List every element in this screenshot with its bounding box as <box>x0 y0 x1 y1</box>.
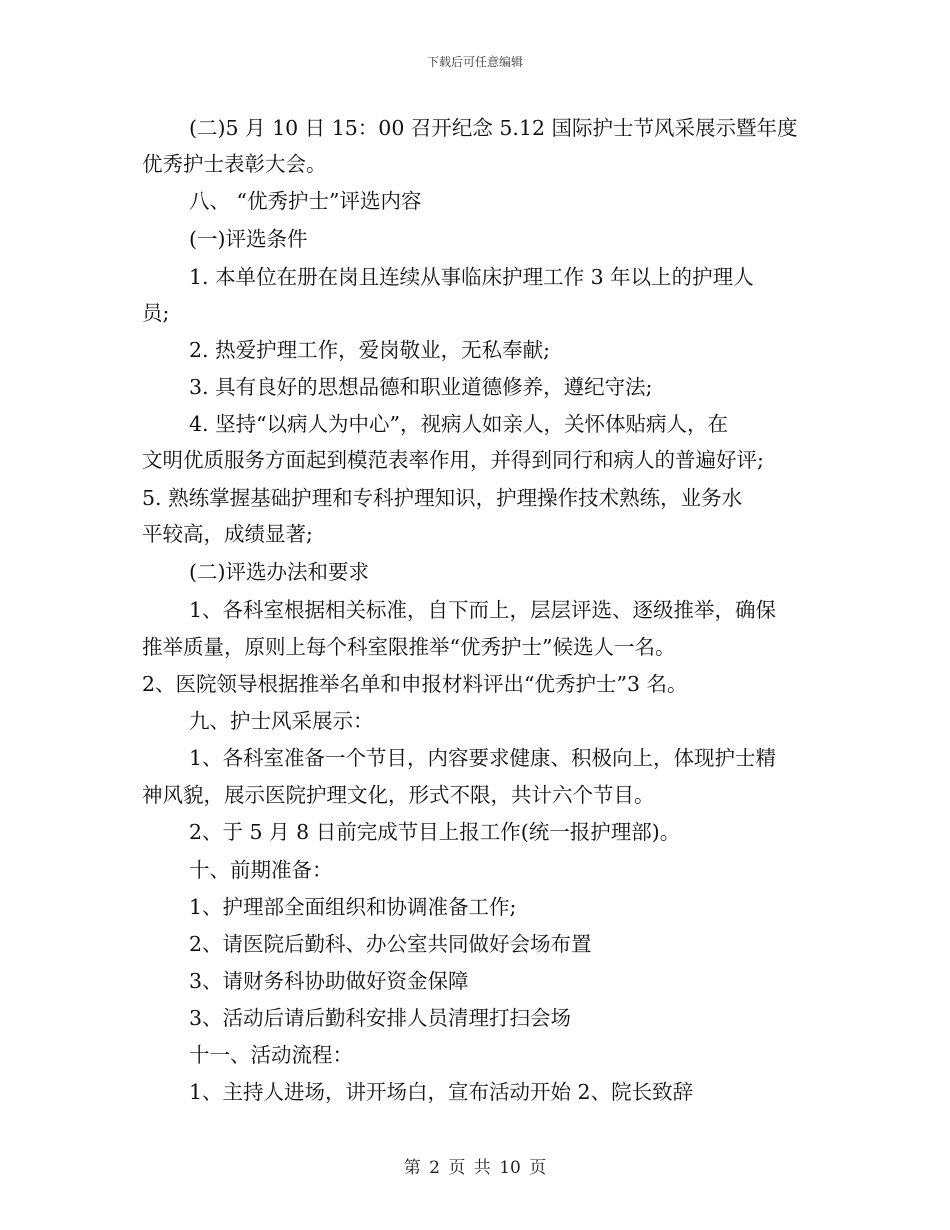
list-item: 1、各科室准备一个节目，内容要求健康、积极向上，体现护士精 <box>189 746 777 770</box>
list-item: 1、护理部全面组织和协调准备工作; <box>189 895 517 919</box>
list-item-continued: 文明优质服务方面起到模范表率作用，并得到同行和病人的普遍好评; <box>142 448 764 472</box>
section-heading: 八、 “优秀护士”评选内容 <box>189 189 422 213</box>
section-heading: 十一、活动流程： <box>189 1043 353 1067</box>
body-line: 优秀护士表彰大会。 <box>142 152 327 176</box>
list-item-continued: 员; <box>142 301 170 325</box>
section-heading: 九、护士风采展示： <box>189 709 374 733</box>
list-item: 3、请财务科协助做好资金保障 <box>189 969 469 993</box>
list-item: 2、医院领导根据推举名单和申报材料评出“优秀护士”3 名。 <box>142 672 688 696</box>
list-item: 1、主持人进场，讲开场白，宣布活动开始 2、院长致辞 <box>189 1080 694 1104</box>
list-item: 1. 本单位在册在岗且连续从事临床护理工作 3 年以上的护理人 <box>189 265 754 289</box>
list-item: 1、各科室根据相关标准，自下而上，层层评选、逐级推举，确保 <box>189 598 777 622</box>
page-number-footer: 第 2 页 共 10 页 <box>403 1158 547 1178</box>
list-item-continued: 推举质量，原则上每个科室限推举“优秀护士”候选人一名。 <box>142 635 676 659</box>
subsection-heading: (一)评选条件 <box>189 227 308 251</box>
list-item: 4. 坚持“以病人为中心”，视病人如亲人，关怀体贴病人，在 <box>189 412 729 436</box>
list-item: 2、于 5 月 8 日前完成节目上报工作(统一报护理部)。 <box>189 820 681 844</box>
body-line: (二)5 月 10 日 15：00 召开纪念 5.12 国际护士节风采展示暨年度 <box>189 116 798 140</box>
list-item: 2. 热爱护理工作，爱岗敬业，无私奉献; <box>189 338 550 362</box>
list-item: 5. 熟练掌握基础护理和专科护理知识，护理操作技术熟练，业务水 <box>142 486 743 510</box>
subsection-heading: (二)评选办法和要求 <box>189 560 369 584</box>
list-item: 2、请医院后勤科、办公室共同做好会场布置 <box>189 932 592 956</box>
section-heading: 十、前期准备： <box>189 858 333 882</box>
list-item-continued: 平较高，成绩显著; <box>142 522 313 546</box>
list-item: 3、活动后请后勤科安排人员清理打扫会场 <box>189 1006 572 1030</box>
list-item: 3. 具有良好的思想品德和职业道德修养，遵纪守法; <box>189 375 653 399</box>
page-header: 下载后可任意编辑 <box>426 55 523 69</box>
list-item-continued: 神风貌，展示医院护理文化，形式不限，共计六个节目。 <box>142 783 655 807</box>
